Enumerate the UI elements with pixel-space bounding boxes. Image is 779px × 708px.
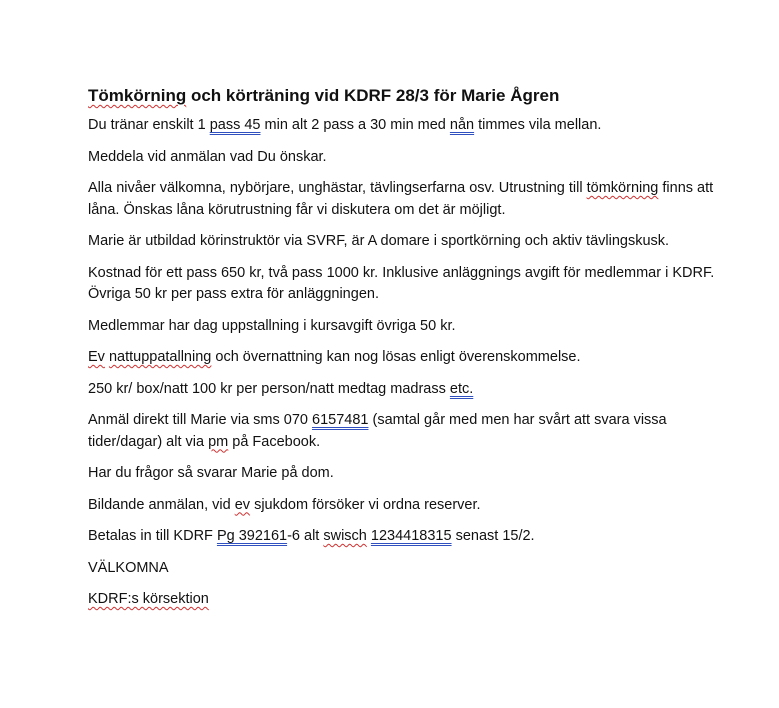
- paragraph-instructor: [88, 231, 728, 253]
- text-segment: senast 15/2.: [451, 528, 535, 544]
- paragraph-signature: [88, 589, 728, 611]
- text-segment: Medlemmar har dag uppstallning i kursavgift övriga 50 kr.: [88, 317, 456, 334]
- text-segment: på Facebook.: [228, 433, 321, 450]
- text-segment-flagged: swisch: [323, 528, 367, 544]
- text-segment: Marie är utbildad körinstruktör via SVRF, är A domare i sportkörning och aktiv tävlingskusk.: [88, 233, 670, 249]
- paragraph-registration-note: [88, 147, 728, 169]
- text-segment-flagged: pass 45: [209, 117, 261, 133]
- title-word-tomkorning: Tömkörning: [88, 86, 187, 105]
- paragraph-payment: [88, 526, 728, 548]
- paragraph-session-info: [88, 115, 728, 137]
- paragraph-overnight-prices: [88, 379, 728, 401]
- text-segment: min alt 2 pass a 30 min med: [260, 117, 450, 133]
- text-segment-flagged: pm: [208, 433, 229, 450]
- text-segment: Anmäl direkt till Marie via sms 070: [88, 412, 313, 428]
- text-segment-flagged: 6157481: [312, 412, 369, 428]
- text-segment: Bildande anmälan, vid: [88, 496, 235, 513]
- text-segment-flagged: nattuppatallning: [108, 349, 212, 365]
- paragraph-stabling: [88, 316, 728, 338]
- title-rest: och körträning vid KDRF 28/3 för Marie Ågren: [186, 86, 560, 105]
- paragraph-questions: [88, 463, 728, 485]
- text-segment: Kostnad för ett pass 650 kr, två pass 1000 kr. Inklusive anläggnings avgift för medlemmar i KDRF. Övriga 50 kr per pass extra för anläggningen.: [88, 264, 715, 302]
- paragraph-welcome: [88, 558, 728, 580]
- text-segment: Meddela vid anmälan vad Du önskar.: [88, 148, 327, 165]
- text-segment: -6 alt: [287, 528, 324, 544]
- text-segment: timmes vila mellan.: [474, 117, 602, 133]
- text-segment: Betalas in till KDRF: [88, 528, 217, 544]
- text-segment: Har du frågor så svarar Marie på dom.: [88, 465, 334, 481]
- paragraph-levels: [88, 178, 728, 221]
- text-segment: Du tränar enskilt 1: [88, 117, 210, 133]
- paragraph-contact: [88, 410, 728, 453]
- text-segment-flagged: tömkörning: [586, 180, 659, 196]
- text-segment-flagged: Ev: [88, 349, 105, 365]
- text-segment: VÄLKOMNA: [88, 559, 169, 576]
- text-segment-flagged: 1234418315: [370, 528, 452, 544]
- text-segment: 250 kr/ box/natt 100 kr per person/natt medtag madrass: [88, 380, 450, 397]
- text-segment: finns att låna. Önskas låna körutrustning får vi diskutera om det är möjligt.: [88, 180, 714, 218]
- text-segment: sjukdom försöker vi ordna reserver.: [250, 496, 481, 513]
- text-segment-flagged: KDRF:s körsektion: [88, 591, 209, 607]
- document-title: [88, 84, 728, 108]
- paragraph-binding-registration: [88, 495, 728, 517]
- text-segment-flagged: nån: [449, 117, 475, 133]
- text-segment-flagged: ev: [234, 496, 251, 513]
- text-segment-flagged: etc.: [449, 380, 474, 397]
- paragraph-cost: [88, 263, 728, 306]
- text-segment: och övernattning kan nog lösas enligt överenskommelse.: [211, 349, 581, 365]
- text-segment-flagged: Pg 392161: [216, 528, 288, 544]
- document-page: [88, 84, 728, 621]
- text-segment: Alla nivåer välkomna, nybörjare, unghästar, tävlingserfarna osv. Utrustning till: [88, 180, 587, 196]
- text-segment: (samtal går med men har svårt att svara vissa tider/dagar) alt via: [88, 412, 667, 450]
- paragraph-overnight: [88, 347, 728, 369]
